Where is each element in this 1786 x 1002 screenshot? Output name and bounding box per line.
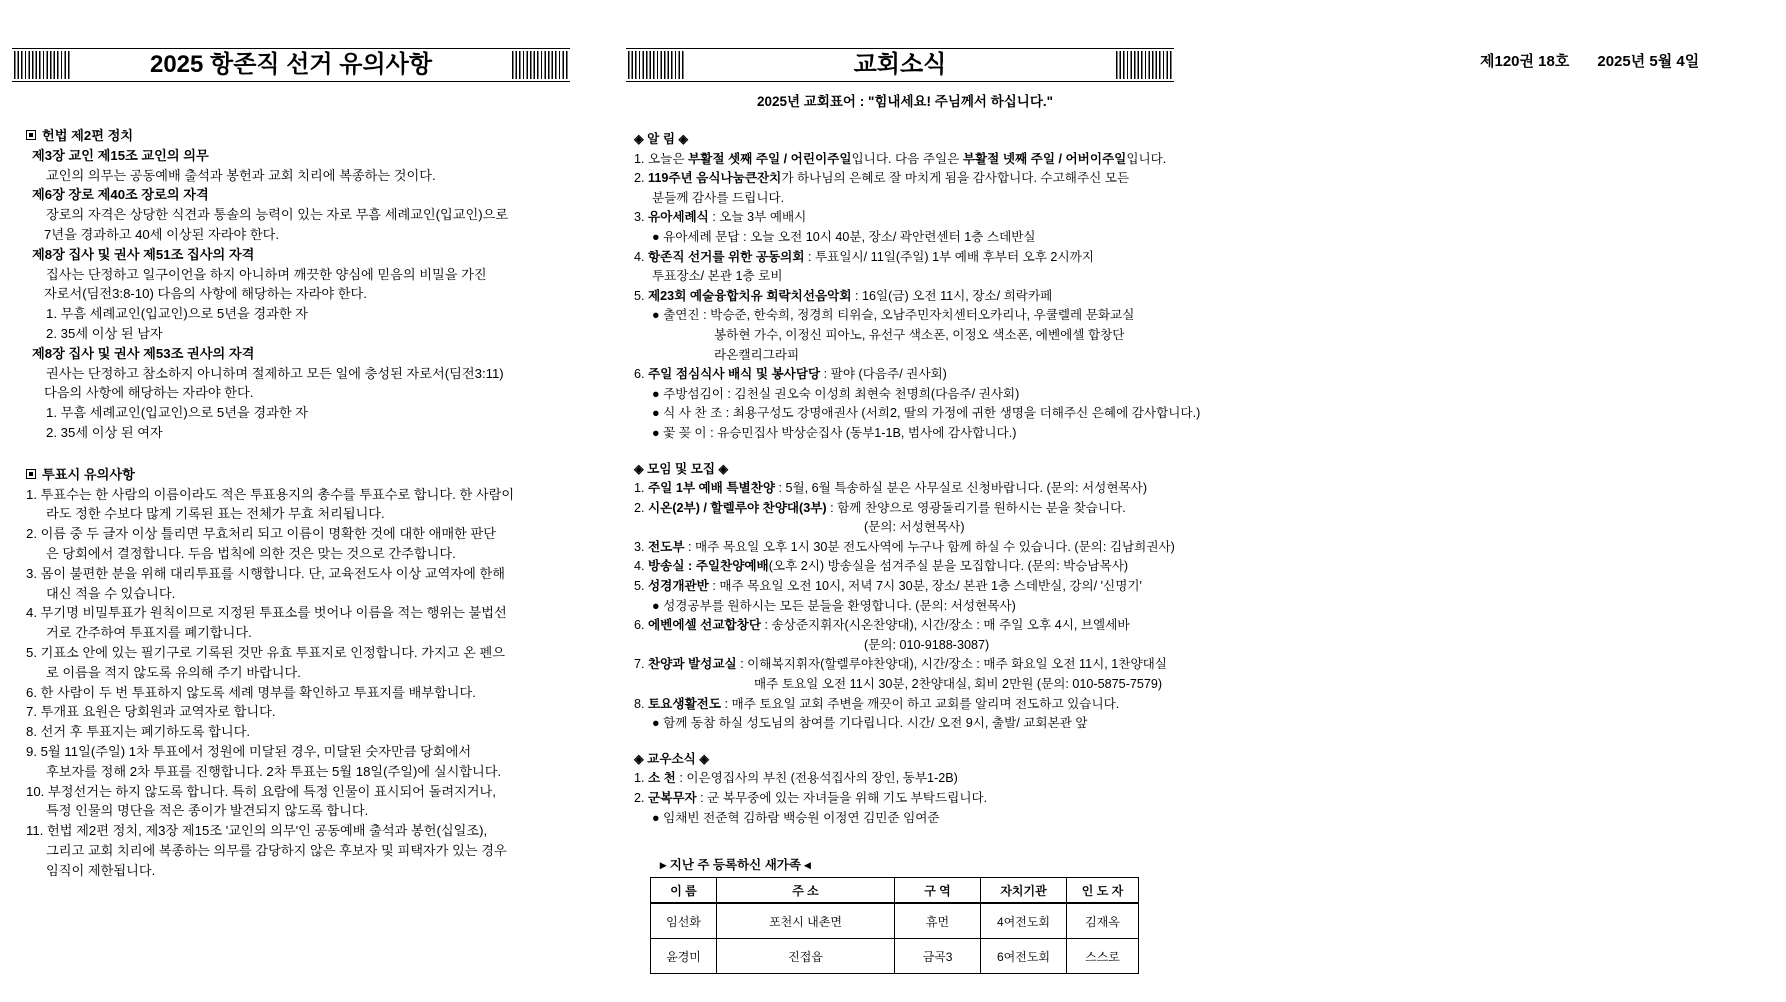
news-item-text: : 이해복지휘자(할렐루야찬양대), 시간/장소 : 매주 화요일 오전 11시, 1찬양대실 xyxy=(736,657,1167,672)
left-title: 2025 항존직 선거 유의사항 xyxy=(149,51,433,78)
news-item xyxy=(634,557,1194,577)
right-title: 교회소식 xyxy=(853,51,947,78)
news-item-number: 7. xyxy=(634,657,645,672)
vote-rule-line: 7. 투개표 요원은 당회원과 교역자로 합니다. xyxy=(26,704,276,720)
vote-rule-line: 대신 적을 수 있습니다. xyxy=(46,585,176,601)
news-item-text: 제23회 예술융합치유 희락치선음악회 xyxy=(648,288,852,303)
newcomers-column-header: 인 도 자 xyxy=(1067,878,1139,904)
vote-rule-line: 2. 이름 중 두 글자 이상 틀리면 무효처리 되고 이름이 명확한 것에 대한 애매한 판단 xyxy=(26,526,496,542)
table-row xyxy=(651,939,1139,974)
newcomers-column-header: 이 름 xyxy=(651,878,717,904)
news-item-text: 유아세례식 xyxy=(648,210,709,225)
news-subitem: ● 성경공부를 원하시는 모든 분들을 환영합니다. (문의: 서성현목사) xyxy=(652,598,1016,613)
vote-section-heading xyxy=(26,465,558,485)
news-item-text: : 군 복무중에 있는 자녀들을 위해 기도 부탁드립니다. xyxy=(696,791,988,805)
member-news-heading: ◈ 교우소식 ◈ xyxy=(634,751,710,766)
news-item-text: : 함께 찬양으로 영광돌리기를 원하시는 분을 찾습니다. xyxy=(826,500,1126,515)
article-text: 장로의 자격은 상당한 식견과 통솔의 능력이 있는 자로 무흠 세례교인(입교인)으로 xyxy=(46,207,509,223)
news-item-number: 2. xyxy=(634,171,645,186)
news-item xyxy=(634,287,1194,307)
news-item-number: 3. xyxy=(634,210,645,225)
news-item-text: 부활절 넷째 주일 / 어버이주일 xyxy=(962,151,1127,166)
vote-rule-line: 거로 간주하여 투표지를 폐기합니다. xyxy=(46,625,252,641)
vote-rule-line: 1. 투표수는 한 사람의 이름이라도 적은 투표용지의 총수를 투표수로 합니다. 한 사람이 xyxy=(26,486,515,502)
vote-rule-line: 그리고 교회 치리에 복종하는 의무를 감당하지 않은 후보자 및 피택자가 있는 경우 xyxy=(46,842,507,858)
news-item-text: 에벤에셀 선교합창단 xyxy=(648,618,762,633)
news-item-text: 방송실 : 주일찬양예배 xyxy=(648,559,769,574)
news-item-text: (오후 2시) 방송실을 섬겨주실 분을 모집합니다. (문의: 박승남목사) xyxy=(768,559,1129,574)
constitution-section-heading xyxy=(26,126,558,146)
news-item-text: : 매주 목요일 오전 10시, 저녁 7시 30분, 장소/ 본관 1층 스데반실, 강의/ '신명기' xyxy=(708,579,1142,594)
notice-heading: ◈ 알 림 ◈ xyxy=(634,132,689,146)
news-item-number: 1. xyxy=(634,771,645,786)
news-item-continuation: 매주 토요일 오전 11시 30분, 2찬양대실, 회비 2만원 (문의: 010-5875-7579) xyxy=(754,677,1163,692)
news-item xyxy=(634,479,1194,499)
title-bar-decoration-left xyxy=(628,51,684,79)
news-item-continuation: (문의: 서성현목사) xyxy=(864,520,965,535)
news-item-text: : 매주 토요일 교회 주변을 깨끗이 하고 교회를 알리며 전도하고 있습니다. xyxy=(721,696,1120,711)
news-subitem-continuation: 라온캘리그라피 xyxy=(714,347,800,362)
news-item-text: : 송상준지휘자(시온찬양대), 시간/장소 : 매 주일 오후 4시, 브엘세바 xyxy=(761,618,1130,633)
news-item-continuation: (문의: 010-9188-3087) xyxy=(864,637,990,652)
vote-rule-line: 11. 헌법 제2편 정치, 제3장 제15조 '교인의 의무'인 공동예배 출석과 봉헌(십일조), xyxy=(26,823,488,839)
article-list-item: 2. 35세 이상 된 여자 xyxy=(46,424,163,440)
news-item-number: 4. xyxy=(634,249,645,264)
meeting-heading: ◈ 모임 및 모집 ◈ xyxy=(634,461,729,476)
table-cell: 금곡3 xyxy=(895,939,981,974)
news-item-text: 찬양과 발성교실 xyxy=(648,657,737,672)
table-cell: 윤경미 xyxy=(651,939,717,974)
news-item-number: 6. xyxy=(634,618,645,633)
news-item-text: 항존직 선거를 위한 공동의회 xyxy=(648,249,805,264)
constitution-section-title: 헌법 제2편 정치 xyxy=(42,128,134,143)
news-item xyxy=(634,789,1194,809)
left-body xyxy=(26,124,558,880)
news-item-continuation: 분들께 감사를 드립니다. xyxy=(652,190,785,205)
article-list-item: 2. 35세 이상 된 남자 xyxy=(46,325,163,341)
news-item-number: 5. xyxy=(634,579,645,594)
news-item-text: 성경개관반 xyxy=(648,579,709,594)
news-item-text: 토요생활전도 xyxy=(648,696,722,711)
news-item xyxy=(634,616,1194,636)
news-item-text: : 투표일시/ 11일(주일) 1부 예배 후부터 오후 2시까지 xyxy=(804,249,1094,264)
table-cell: 4여전도회 xyxy=(981,903,1067,939)
table-cell: 임선화 xyxy=(651,903,717,939)
vote-rule-line: 후보자를 정해 2차 투표를 진행합니다. 2차 투표는 5월 18일(주일)에 실시합니다. xyxy=(46,763,502,779)
issue-meta xyxy=(1480,50,1760,71)
left-title-banner xyxy=(12,48,570,82)
article-text: 7년을 경과하고 40세 이상된 자라야 한다. xyxy=(44,226,280,242)
news-item-continuation: 투표장소/ 본관 1층 로비 xyxy=(652,269,783,284)
vote-rule-line: 5. 기표소 안에 있는 필기구로 기록된 것만 유효 투표지로 인정합니다. 가지고 온 펜으 xyxy=(26,644,506,660)
vote-rule-line: 특정 인물의 명단을 적은 종이가 발견되지 않도록 합니다. xyxy=(46,803,369,819)
table-cell: 진접읍 xyxy=(717,939,895,974)
vote-rule-line: 은 당회에서 결정합니다. 두음 법칙에 의한 것은 맞는 것으로 간주합니다. xyxy=(46,545,456,561)
news-item-number: 8. xyxy=(634,696,645,711)
newcomers-caption: ▸ 지난 주 등록하신 새가족 ◂ xyxy=(660,858,811,872)
news-item-text: 군복무자 xyxy=(648,791,697,805)
news-item xyxy=(634,208,1194,228)
news-item-text: 입니다. xyxy=(1126,151,1167,166)
article-text: 교인의 의무는 공동예배 출석과 봉헌과 교회 치리에 복종하는 것이다. xyxy=(46,167,436,183)
vote-rule-line: 3. 몸이 불편한 분을 위해 대리투표를 시행합니다. 단, 교육전도사 이상 교역자에 한해 xyxy=(26,565,506,581)
news-item-text: : 오늘 3부 예배시 xyxy=(708,210,807,225)
news-subitem: ● 출연진 : 박승준, 한숙희, 정경희 티위슬, 오남주민자치센터오카리나, 우쿨렐레 문화교실 xyxy=(652,308,1135,323)
news-subitem: ● 꽃 꽂 이 : 유승민집사 박상순집사 (동부1-1B, 범사에 감사합니다.) xyxy=(652,425,1017,440)
news-item-text: 가 하나님의 은혜로 잘 마치게 됨을 감사합니다. 수고해주신 모든 xyxy=(781,171,1130,186)
vote-rule-line: 10. 부정선거는 하지 않도록 합니다. 특히 요람에 특정 인물이 표시되어 돌려지거나, xyxy=(26,783,496,799)
newcomers-column-header: 주 소 xyxy=(717,878,895,904)
vote-rule-line: 6. 한 사람이 두 번 투표하지 않도록 세례 명부를 확인하고 투표지를 배부합니다. xyxy=(26,684,476,700)
vote-section-title: 투표시 유의사항 xyxy=(42,466,135,482)
news-item-number: 2. xyxy=(634,791,645,805)
news-item-text: 주일 점심식사 배식 및 봉사담당 xyxy=(648,367,821,382)
news-subitem: ● 임채빈 전준혁 김하람 백승원 이정연 김민준 임여준 xyxy=(652,810,940,825)
table-cell: 포천시 내촌면 xyxy=(717,903,895,939)
news-item-text: : 5월, 6월 특송하실 분은 사무실로 신청바랍니다. (문의: 서성현목사) xyxy=(775,481,1148,496)
table-cell: 김재옥 xyxy=(1067,903,1139,939)
vote-rule-line: 4. 무기명 비밀투표가 원칙이므로 지정된 투표소를 벗어나 이름을 적는 행위는 불법선 xyxy=(26,605,507,621)
news-item xyxy=(634,365,1194,385)
article-list-item: 1. 무흠 세례교인(입교인)으로 5년을 경과한 자 xyxy=(46,405,308,421)
vote-rule-line: 임직이 제한됩니다. xyxy=(46,862,156,878)
article-heading: 제3장 교인 제15조 교인의 의무 xyxy=(32,147,209,163)
news-item-text: 주일 1부 예배 특별찬양 xyxy=(648,481,776,496)
news-item xyxy=(634,248,1194,268)
news-item xyxy=(634,150,1194,170)
news-subitem: ● 식 사 찬 조 : 최용구성도 강명애권사 (서희2, 딸의 가정에 귀한 생명을 더해주신 은혜에 감사합니다.) xyxy=(652,406,1201,421)
square-bullet-icon xyxy=(26,130,36,140)
news-item-text: 오늘은 xyxy=(648,151,689,166)
news-item-number: 6. xyxy=(634,367,645,382)
news-item-text: : 매주 목요일 오후 1시 30분 전도사역에 누구나 함께 하실 수 있습니다. (문의: 김남희권사) xyxy=(684,539,1175,554)
newcomers-table xyxy=(650,877,1139,974)
news-item xyxy=(634,695,1194,715)
news-subitem: ● 주방섬김이 : 김천실 권오숙 이성희 최현숙 천명희(다음주/ 권사회) xyxy=(652,386,1020,401)
news-item xyxy=(634,577,1194,597)
church-motto: 2025년 교회표어 : "힘내세요! 주님께서 하십니다." xyxy=(756,94,1054,109)
vote-rule-line: 9. 5월 11일(주일) 1차 투표에서 정원에 미달된 경우, 미달된 숫자만큼 당회에서 xyxy=(26,743,472,759)
right-body xyxy=(634,124,1201,828)
article-list-item: 1. 무흠 세례교인(입교인)으로 5년을 경과한 자 xyxy=(46,306,308,322)
issue-date: 2025년 5월 4일 xyxy=(1597,53,1700,70)
news-item-text: : 팔야 (다음주/ 권사회) xyxy=(820,367,947,382)
news-item xyxy=(634,769,1194,789)
news-item-text: 소 천 xyxy=(648,771,676,786)
title-bar-decoration-left xyxy=(14,51,70,79)
news-item xyxy=(634,169,1194,189)
article-text: 집사는 단정하고 일구이언을 하지 아니하며 깨끗한 양심에 믿음의 비밀을 가진 xyxy=(46,266,487,282)
title-bar-decoration-right xyxy=(1116,51,1172,79)
news-item-text: 시온(2부) / 할렐루야 찬양대(3부) xyxy=(648,500,827,515)
article-text: 다음의 사항에 해당하는 자라야 한다. xyxy=(44,385,254,401)
square-bullet-icon xyxy=(26,469,36,479)
article-text: 자로서(딤전3:8-10) 다음의 사항에 해당하는 자라야 한다. xyxy=(44,286,367,302)
news-item-text: : 16일(금) 오전 11시, 장소/ 희락카페 xyxy=(851,288,1053,303)
issue-volume: 제120권 18호 xyxy=(1480,53,1570,70)
table-cell: 스스로 xyxy=(1067,939,1139,974)
title-bar-decoration-right xyxy=(512,51,568,79)
vote-rule-line: 라도 정한 수보다 많게 기록된 표는 전체가 무효 처리됩니다. xyxy=(46,506,385,522)
table-cell: 6여전도회 xyxy=(981,939,1067,974)
news-item-text: : 이은영집사의 부친 (전용석집사의 장인, 동부1-2B) xyxy=(675,771,958,786)
news-item xyxy=(634,538,1194,558)
news-item-number: 2. xyxy=(634,500,645,515)
news-item-number: 1. xyxy=(634,481,645,496)
news-item-text: 전도부 xyxy=(648,539,685,554)
article-heading: 제8장 집사 및 권사 제53조 권사의 자격 xyxy=(32,345,255,361)
vote-rule-line: 로 이름을 적지 않도록 유의해 주기 바랍니다. xyxy=(46,664,301,680)
table-cell: 휴먼 xyxy=(895,903,981,939)
spacer xyxy=(634,444,1194,454)
news-item xyxy=(634,655,1194,675)
news-subitem-continuation: 봉하현 가수, 이정신 피아노, 유선구 색소폰, 이정오 색소폰, 에벤에셀 합창단 xyxy=(714,327,1125,342)
right-title-banner xyxy=(626,48,1174,82)
article-text: 권사는 단정하고 참소하지 아니하며 절제하고 모든 일에 충성된 자로서(딤전3:11) xyxy=(46,365,504,381)
newcomers-column-header: 자치기관 xyxy=(981,878,1067,904)
news-item xyxy=(634,499,1194,519)
news-item-number: 3. xyxy=(634,539,645,554)
news-item-number: 1. xyxy=(634,151,645,166)
article-heading: 제8장 집사 및 권사 제51조 집사의 자격 xyxy=(32,246,255,262)
table-row xyxy=(651,903,1139,939)
spacer xyxy=(26,443,558,463)
news-subitem: ● 유아세례 문답 : 오늘 오전 10시 40분, 장소/ 곽안련센터 1층 스데반실 xyxy=(652,229,1036,244)
news-item-text: 입니다. 다음 주일은 xyxy=(851,151,963,166)
newcomers-column-header: 구 역 xyxy=(895,878,981,904)
article-heading: 제6장 장로 제40조 장로의 자격 xyxy=(32,187,209,203)
news-item-text: 119주년 음식나눔큰잔치 xyxy=(648,171,782,186)
newcomers-header-row xyxy=(651,878,1139,904)
news-subitem: ● 함께 동참 하실 성도님의 참여를 기다립니다. 시간/ 오전 9시, 출발/ 교회본관 앞 xyxy=(652,716,1088,731)
newcomers-section xyxy=(650,855,1150,974)
news-item-text: 부활절 셋째 주일 / 어린이주일 xyxy=(688,151,852,166)
news-item-number: 4. xyxy=(634,559,645,574)
spacer xyxy=(634,734,1194,744)
vote-rule-line: 8. 선거 후 투표지는 폐기하도록 합니다. xyxy=(26,724,251,740)
news-item-number: 5. xyxy=(634,288,645,303)
